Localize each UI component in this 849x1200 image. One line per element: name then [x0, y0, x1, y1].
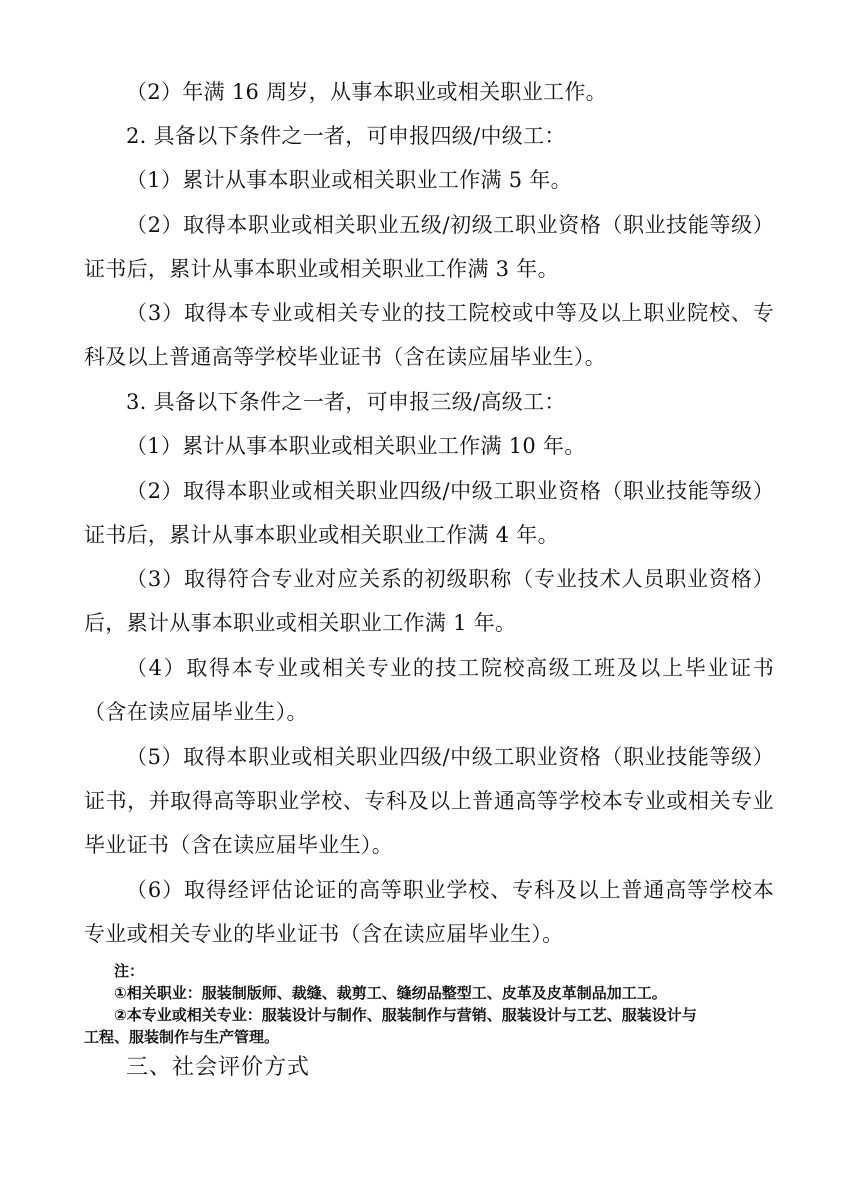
paragraph-level3-item2: （2）取得本职业或相关职业四级/中级工职业资格（职业技能等级）证书后，累计从事本职业或相关职业工作满 4 年。	[84, 479, 774, 547]
note-related-majors-continued: 工程、服装制作与生产管理。	[84, 1028, 280, 1046]
paragraph-level3-item5: （5）取得本职业或相关职业四级/中级工职业资格（职业技能等级）证书，并取得高等职业学校、专科及以上普通高等学校本专业或相关专业毕业证书（含在读应届毕业生）。	[84, 745, 774, 857]
paragraph-level4-item3: （3）取得本专业或相关专业的技工院校或中等及以上职业院校、专科及以上普通高等学校毕业证书（含在读应届毕业生）。	[84, 301, 774, 369]
paragraph-level4-item1: （1）累计从事本职业或相关职业工作满 5 年。	[126, 168, 572, 192]
paragraph-level3-item6: （6）取得经评估论证的高等职业学校、专科及以上普通高等学校本专业或相关专业的毕业证书（含在读应届毕业生）。	[84, 878, 774, 946]
section-heading: 三、社会评价方式	[126, 1055, 311, 1080]
note-related-majors: ②本专业或相关专业：服装设计与制作、服装制作与营销、服装设计与工艺、服装设计与	[114, 1006, 697, 1024]
note-related-occupations: ①相关职业：服装制版师、裁缝、裁剪工、缝纫品整型工、皮革及皮革制品加工工。	[114, 984, 667, 1002]
paragraph-age-requirement: （2）年满 16 周岁，从事本职业或相关职业工作。	[126, 80, 607, 104]
paragraph-level3-item3: （3）取得符合专业对应关系的初级职称（专业技术人员职业资格）后，累计从事本职业或相关职业工作满 1 年。	[84, 567, 774, 635]
paragraph-level3-item1: （1）累计从事本职业或相关职业工作满 10 年。	[126, 434, 586, 458]
paragraph-level3-heading: 3. 具备以下条件之一者，可申报三级/高级工：	[126, 390, 566, 414]
paragraph-level4-heading: 2. 具备以下条件之一者，可申报四级/中级工：	[126, 124, 566, 148]
paragraph-level3-item4: （4）取得本专业或相关专业的技工院校高级工班及以上毕业证书（含在读应届毕业生）。	[84, 656, 774, 724]
notes-label: 注：	[114, 962, 145, 980]
paragraph-level4-item2: （2）取得本职业或相关职业五级/初级工职业资格（职业技能等级）证书后，累计从事本职业或相关职业工作满 3 年。	[84, 213, 774, 281]
